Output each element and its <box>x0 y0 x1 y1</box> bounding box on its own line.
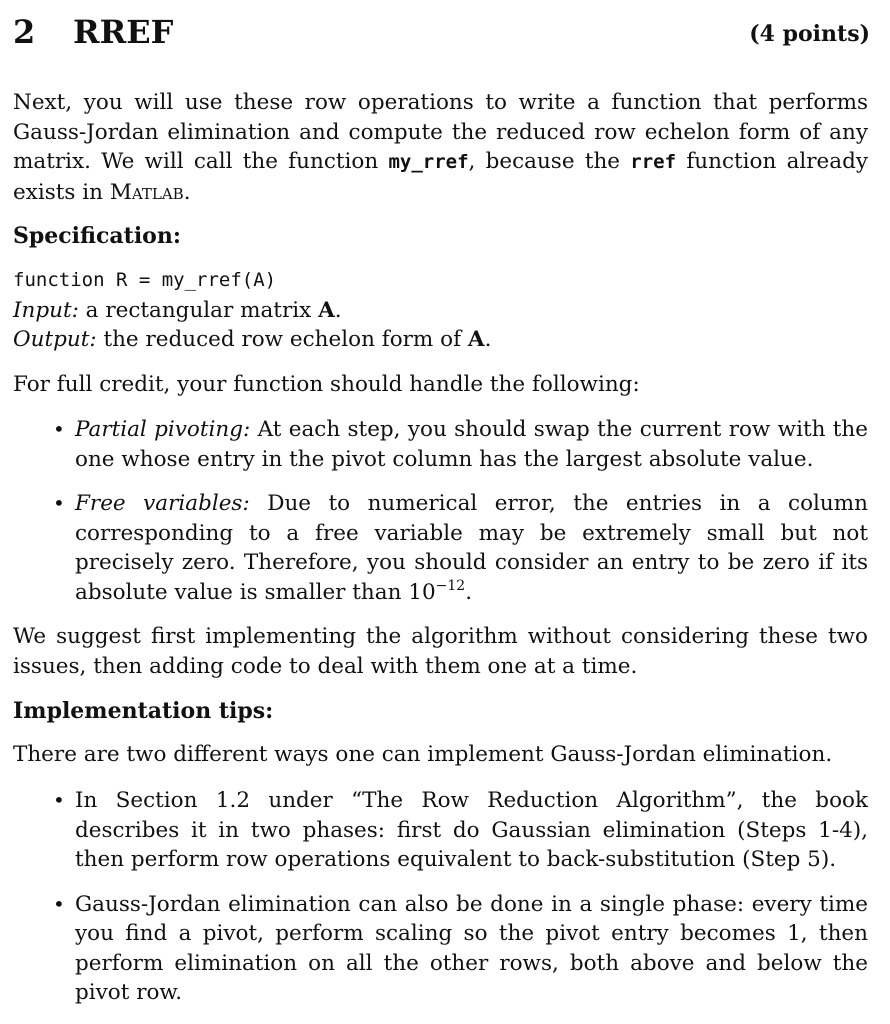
tips-list <box>13 786 868 1008</box>
free-variables-text: Due to numerical error, the entries in a column corresponding to a free variable may be extremely small but not precisely zero. Therefore, you should consider an entry to be zero if its absolute value is smaller than <box>75 491 868 605</box>
free-variables-end: . <box>465 579 473 605</box>
input-line <box>13 296 868 326</box>
list-item <box>13 489 868 607</box>
output-label: Output: <box>13 327 97 352</box>
input-label: Input: <box>13 297 79 323</box>
intro-text-3: function already exists in <box>13 149 869 205</box>
input-text: a rectangular matrix <box>78 297 319 323</box>
intro-text-1: Next, you will use these row operations to write a function that performs Gauss-Jordan elimination and compute the reduced row echelon form of any matrix. We will call the function <box>13 90 868 174</box>
credit-list <box>13 415 868 607</box>
tips-intro: There are two different ways one can implement Gauss-Jordan elimination. <box>13 742 833 767</box>
input-var: A <box>318 297 335 323</box>
section-points: (4 points) <box>749 21 870 47</box>
function-signature: function R = my_rref(A) <box>13 269 277 291</box>
intro-text-4: . <box>183 179 191 205</box>
section-title: RREF <box>73 13 174 51</box>
threshold-base: 10 <box>408 579 436 605</box>
free-variables-label: Free variables: <box>75 491 250 516</box>
output-line <box>13 325 868 355</box>
section-number: 2 <box>13 13 36 51</box>
list-item <box>13 890 868 1008</box>
bullet-icon: • <box>53 417 65 441</box>
intro-paragraph <box>13 88 868 207</box>
output-text: the reduced row echelon form of <box>96 327 468 352</box>
implementation-tips-heading: Implementation tips: <box>13 698 274 724</box>
intro-text-2: , because the <box>468 149 631 174</box>
credit-intro: For full credit, your function should handle the following: <box>13 372 640 397</box>
matlab-name: Matlab <box>109 179 184 205</box>
specification-heading: Specification: <box>13 223 181 249</box>
code-rref: rref <box>630 151 677 173</box>
bullet-icon: • <box>53 891 65 916</box>
input-end: . <box>334 297 342 323</box>
suggestion-paragraph: We suggest first implementing the algorithm without considering these two issues, then adding code to deal with them one at a time. <box>13 624 868 679</box>
partial-pivoting-label: Partial pivoting: <box>75 417 251 442</box>
specification-block <box>13 266 868 355</box>
partial-pivoting-text: At each step, you should swap the current row with the one whose entry in the pivot column has the largest absolute value. <box>75 417 869 472</box>
list-item <box>13 786 868 875</box>
bullet-icon: • <box>53 788 65 812</box>
bullet-icon: • <box>53 491 65 515</box>
list-item <box>13 415 868 474</box>
output-var: A <box>467 327 485 352</box>
output-end: . <box>484 327 492 352</box>
code-my-rref: my_rref <box>388 151 469 173</box>
tip-text: In Section 1.2 under “The Row Reduction Algorithm”, the book describes it in two phases: first do Gaussian elimination (Steps 1-4), then perform row operations equivalent to back-substitution (Step 5). <box>75 788 868 872</box>
tip-text: Gauss-Jordan elimination can also be done in a single phase: every time you find a pivot, perform scaling so the pivot entry becomes 1, then perform elimination on all the other rows, both above and below the pivot row. <box>75 891 868 1005</box>
threshold-exponent: −12 <box>435 577 466 594</box>
